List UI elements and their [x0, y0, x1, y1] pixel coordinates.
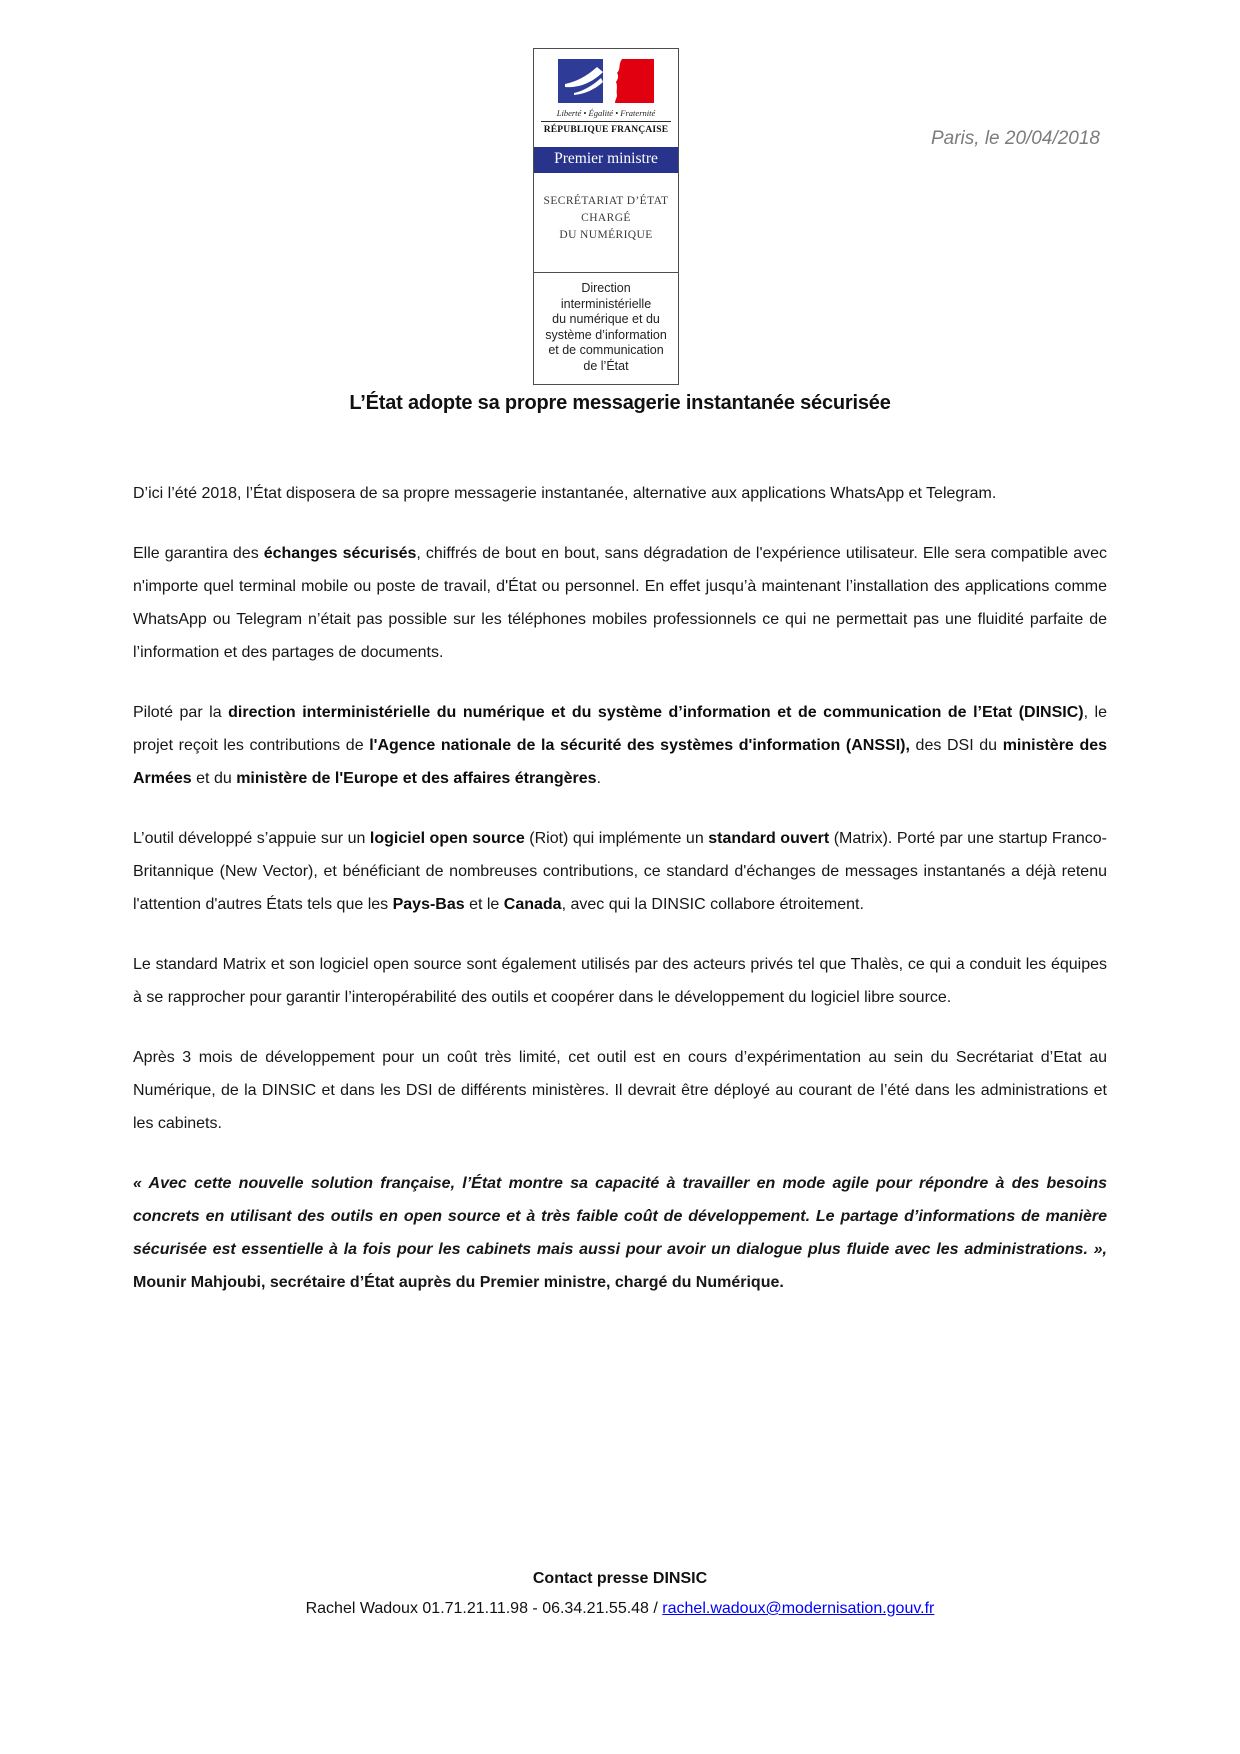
quote-attribution: Mounir Mahjoubi, secrétaire d’État auprès du Premier ministre, chargé du Numérique. — [133, 1274, 784, 1291]
secretariat-title — [534, 173, 678, 272]
text-run: des DSI du — [909, 737, 1003, 754]
quote-paragraph — [133, 1167, 1107, 1299]
text-run: , chiffrés de bout en bout, sans dégradation de l'expérience utilisateur. Elle sera compatible avec n'importe quel terminal mobile ou poste de travail, d'État ou personnel. En effet jusqu’à maintenant l’installation des applications comme WhatsApp ou Telegram n’était pas possible sur les téléphones mobiles professionnels ce qui ne permettait pas une fluidité parfaite de l’information et des partages de documents. — [133, 545, 1107, 661]
secretariat-line: DU NUMÉRIQUE — [559, 229, 653, 241]
direction-line: Direction — [581, 281, 631, 295]
text-run-bold: échanges sécurisés — [263, 545, 417, 562]
text-run-bold: standard ouvert — [708, 830, 830, 847]
direction-line: interministérielle — [560, 296, 652, 311]
marianne-flag-icon — [558, 59, 654, 103]
motto-text: Liberté • Égalité • Fraternité — [541, 108, 671, 122]
direction-line: du numérique et du — [552, 312, 660, 326]
text-run: (Riot) qui implémente un — [524, 830, 709, 847]
paragraph-pilotage — [133, 696, 1107, 795]
premier-ministre-band: Premier ministre — [534, 147, 678, 173]
text-run: Piloté par la — [133, 704, 229, 721]
text-run-bold: Canada — [503, 896, 562, 913]
government-logo-block — [533, 48, 679, 385]
paragraph-security — [133, 537, 1107, 669]
text-run: et du — [191, 770, 237, 787]
text-run-bold: l'Agence nationale de la sécurité des systèmes d'information (ANSSI), — [369, 737, 910, 754]
text-run: et le — [464, 896, 504, 913]
paragraph-matrix — [133, 948, 1107, 1014]
press-contact-footer — [0, 1564, 1240, 1624]
text-run: D’ici l’été 2018, l’État disposera de sa propre messagerie instantanée, alternative aux applications WhatsApp et Telegram. — [133, 485, 997, 502]
text-run: Le standard Matrix et son logiciel open source sont également utilisés par des acteurs privés tel que Thalès, ce qui a conduit les équipes à se rapprocher pour garantir l’interopérabilité des outils et coopérer dans le développement du logiciel libre source. — [133, 956, 1107, 1006]
direction-line: de l’État — [583, 358, 629, 373]
email-link[interactable]: rachel.wadoux@modernisation.gouv.fr — [662, 1600, 935, 1617]
direction-line: et de communication — [548, 343, 664, 357]
direction-line: système d’information — [545, 327, 667, 342]
text-run: . — [596, 770, 602, 787]
page-title: L’État adopte sa propre messagerie instantanée sécurisée — [349, 392, 891, 414]
text-run: , le projet reçoit les contributions de — [133, 704, 1108, 754]
paragraph-deploiement — [133, 1041, 1107, 1140]
text-run: Elle garantira des — [133, 545, 264, 562]
text-run: Après 3 mois de développement pour un coût très limité, cet outil est en cours d’expérimentation au sein du Secrétariat d’Etat au Numérique, de la DINSIC et dans les DSI de différents ministères. Il devrait être déployé au courant de l’été dans les administrations et les cabinets. — [133, 1049, 1107, 1132]
secretariat-line: CHARGÉ — [581, 212, 631, 224]
contact-heading: Contact presse DINSIC — [532, 1570, 708, 1587]
text-run-bold: logiciel open source — [369, 830, 525, 847]
logo-top-section — [534, 49, 678, 140]
text-run-bold: ministère des Armées — [133, 737, 1108, 787]
direction-title — [534, 272, 678, 384]
dateline: Paris, le 20/04/2018 — [930, 128, 1100, 149]
paragraph-open-source — [133, 822, 1107, 921]
secretariat-line: SECRÉTARIAT D’ÉTAT — [543, 195, 669, 207]
republic-name: RÉPUBLIQUE FRANÇAISE — [543, 125, 669, 135]
quote-text: « Avec cette nouvelle solution française, l’État montre sa capacité à travailler en mode agile pour répondre à des besoins concrets en utilisant des outils en open source et à très faible coût de développement. Le partage d’informations de manière sécurisée est essentielle à la fois pour les cabinets mais aussi pour avoir un dialogue plus fluide avec les administrations. », — [133, 1175, 1107, 1258]
text-run-bold: ministère de l'Europe et des affaires étrangères — [236, 770, 597, 787]
text-run-bold: Pays-Bas — [392, 896, 465, 913]
paragraph-intro — [133, 477, 1107, 510]
text-run: L’outil développé s’appuie sur un — [133, 830, 370, 847]
contact-text: Rachel Wadoux 01.71.21.11.98 - 06.34.21.55.48 / — [305, 1600, 663, 1617]
text-run: , avec qui la DINSIC collabore étroitement. — [561, 896, 864, 913]
contact-line — [0, 1594, 1240, 1624]
text-run-bold: direction interministérielle du numérique et du système d’information et de communication de l’Etat (DINSIC) — [228, 704, 1084, 721]
text-run: (Matrix). Porté par une startup Franco-Britannique (New Vector), et bénéficiant de nombreuses contributions, ce standard d'échanges de messages instantanés a déjà retenu l'attention d'autres États tels que les — [133, 830, 1108, 913]
